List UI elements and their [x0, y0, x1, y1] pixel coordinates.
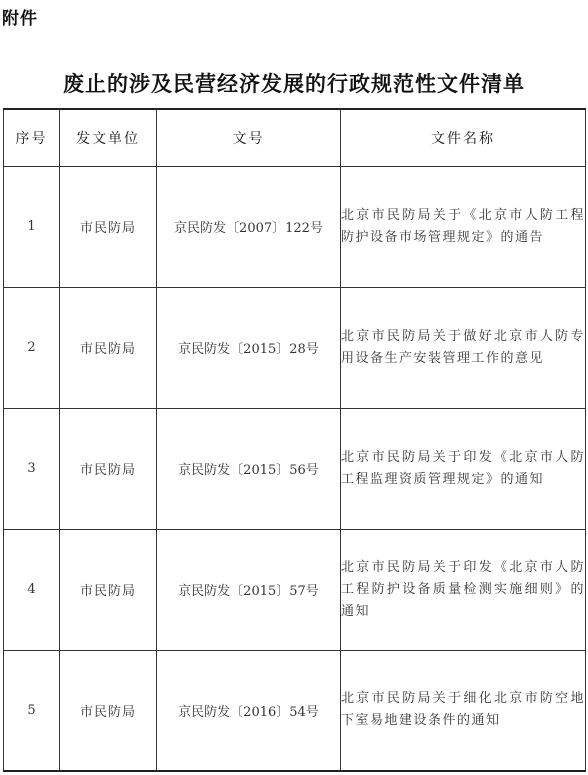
row-unit: 市民防局 — [60, 529, 157, 650]
table-row — [4, 287, 586, 408]
row-doc-name: 北京市民防局关于印发《北京市人防工程防护设备质量检测实施细则》的通知 — [341, 529, 586, 650]
row-seq: 2 — [4, 287, 60, 408]
column-header-seq: 序号 — [4, 109, 60, 166]
row-doc-name: 北京市民防局关于做好北京市人防专用设备生产安装管理工作的意见 — [341, 287, 586, 408]
row-seq: 3 — [4, 408, 60, 529]
row-unit: 市民防局 — [60, 166, 157, 287]
row-doc-no: 京民防发〔2007〕122号 — [157, 166, 341, 287]
column-header-doc-name: 文件名称 — [341, 109, 586, 166]
table-row — [4, 529, 586, 650]
row-unit: 市民防局 — [60, 650, 157, 771]
row-doc-no: 京民防发〔2015〕56号 — [157, 408, 341, 529]
table-row — [4, 650, 586, 771]
attachment-label: 附件 — [2, 9, 38, 29]
row-seq: 4 — [4, 529, 60, 650]
table-header-row — [4, 109, 586, 166]
row-doc-name: 北京市民防局关于细化北京市防空地下室易地建设条件的通知 — [341, 650, 586, 771]
row-doc-no: 京民防发〔2015〕57号 — [157, 529, 341, 650]
row-doc-no: 京民防发〔2015〕28号 — [157, 287, 341, 408]
row-unit: 市民防局 — [60, 408, 157, 529]
table-row — [4, 166, 586, 287]
row-doc-no: 京民防发〔2016〕54号 — [157, 650, 341, 771]
row-doc-name: 北京市民防局关于印发《北京市人防工程监理资质管理规定》的通知 — [341, 408, 586, 529]
row-seq: 1 — [4, 166, 60, 287]
row-seq: 5 — [4, 650, 60, 771]
table-row — [4, 408, 586, 529]
abolished-documents-table — [3, 108, 586, 772]
row-doc-name: 北京市民防局关于《北京市人防工程防护设备市场管理规定》的通告 — [341, 166, 586, 287]
column-header-doc-no: 文号 — [157, 109, 341, 166]
document-title: 废止的涉及民营经济发展的行政规范性文件清单 — [63, 71, 525, 96]
column-header-unit: 发文单位 — [60, 109, 157, 166]
row-unit: 市民防局 — [60, 287, 157, 408]
